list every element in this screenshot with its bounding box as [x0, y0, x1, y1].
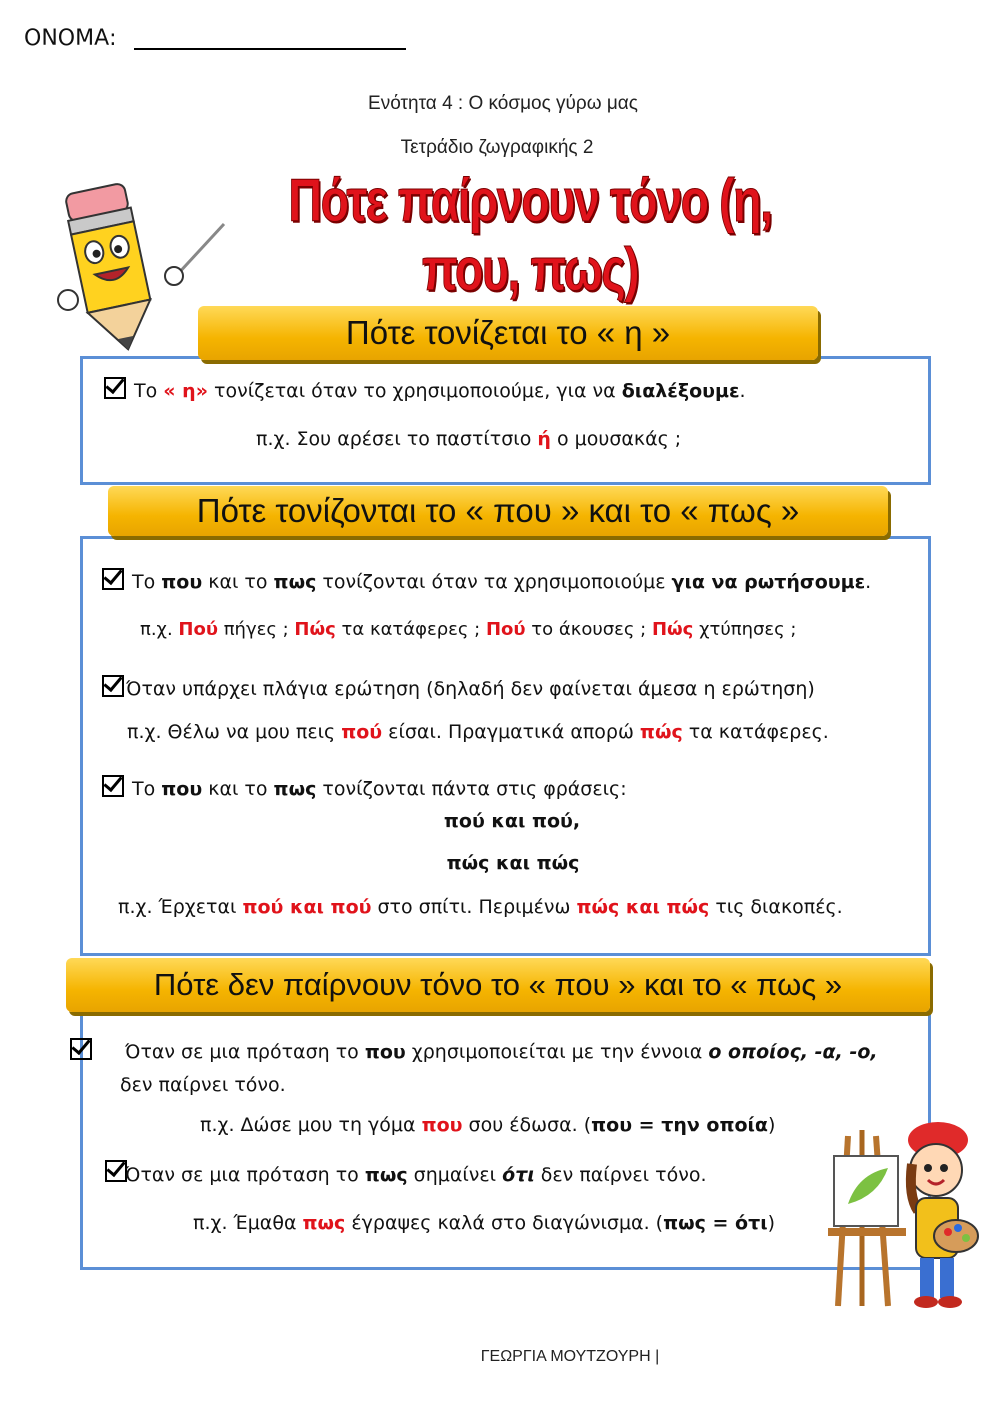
section2-box [80, 536, 931, 956]
checkbox-icon [102, 568, 124, 590]
section2-banner: Πότε τονίζονται το « που » και το « πως » [108, 486, 888, 536]
section1-example: π.χ. Σου αρέσει το παστίτσιο ή ο μουσακάς ; [256, 428, 682, 450]
unit-heading: Ενότητα 4 : Ο κόσμος γύρω μας [368, 93, 638, 114]
section2-example3: π.χ. Έρχεται πού και πού στο σπίτι. Περιμένω πώς και πώς τις διακοπές. [118, 896, 843, 918]
section1-box [80, 356, 931, 485]
name-label: ΟΝΟΜΑ: [24, 26, 117, 51]
section3-rule1b: δεν παίρνει τόνο. [120, 1074, 286, 1096]
notebook-heading: Τετράδιο ζωγραφικής 2 [400, 137, 594, 158]
section3-rule1: Όταν σε μια πρόταση το που χρησιμοποιείται με την έννοια ο οποίος, -α, -ο, [125, 1041, 878, 1063]
section3-example1: π.χ. Δώσε μου τη γόμα που σου έδωσα. (που = την οποία) [200, 1114, 776, 1136]
name-input-line[interactable] [134, 48, 406, 50]
footer-author: ΓΕΩΡΓΙΑ ΜΟΥΤΖΟΥΡΗ | [480, 1348, 660, 1365]
section2-phrase1: πού και πού, [443, 810, 581, 832]
section1-banner: Πότε τονίζεται το « η » [198, 306, 818, 360]
checkbox-icon [104, 377, 126, 399]
page-title: Πότε παίρνουν τόνο (η, που, πως) [288, 167, 772, 303]
checkbox-icon [70, 1038, 92, 1060]
section2-phrase2: πώς και πώς [446, 852, 580, 874]
section2-example1: π.χ. Πού πήγες ; Πώς τα κατάφερες ; Πού το άκουσες ; Πώς χτύπησες ; [140, 619, 797, 640]
checkbox-icon [102, 675, 124, 697]
checkbox-icon [105, 1160, 127, 1182]
section3-example2: π.χ. Έμαθα πως έγραψες καλά στο διαγώνισμα. (πως = ότι) [193, 1212, 776, 1234]
section2-rule2: Όταν υπάρχει πλάγια ερώτηση (δηλαδή δεν φαίνεται άμεσα η ερώτηση) [102, 675, 815, 701]
section1-rule: Το « η» τονίζεται όταν το χρησιμοποιούμε, για να διαλέξουμε. [104, 377, 746, 403]
painter-girl-icon [828, 1116, 980, 1316]
section3-rule2: Όταν σε μια πρόταση το πως σημαίνει ότι δεν παίρνει τόνο. [125, 1164, 707, 1186]
section2-rule3: Το που και το πως τονίζονται πάντα στις φράσεις: [102, 775, 627, 801]
checkbox-icon [102, 775, 124, 797]
section3-banner: Πότε δεν παίρνουν τόνο το « που » και το « πως » [66, 958, 930, 1012]
section2-example2: π.χ. Θέλω να μου πεις πού είσαι. Πραγματικά απορώ πώς τα κατάφερες. [127, 721, 829, 743]
section2-rule1: Το που και το πως τονίζονται όταν τα χρησιμοποιούμε για να ρωτήσουμε. [102, 568, 871, 594]
